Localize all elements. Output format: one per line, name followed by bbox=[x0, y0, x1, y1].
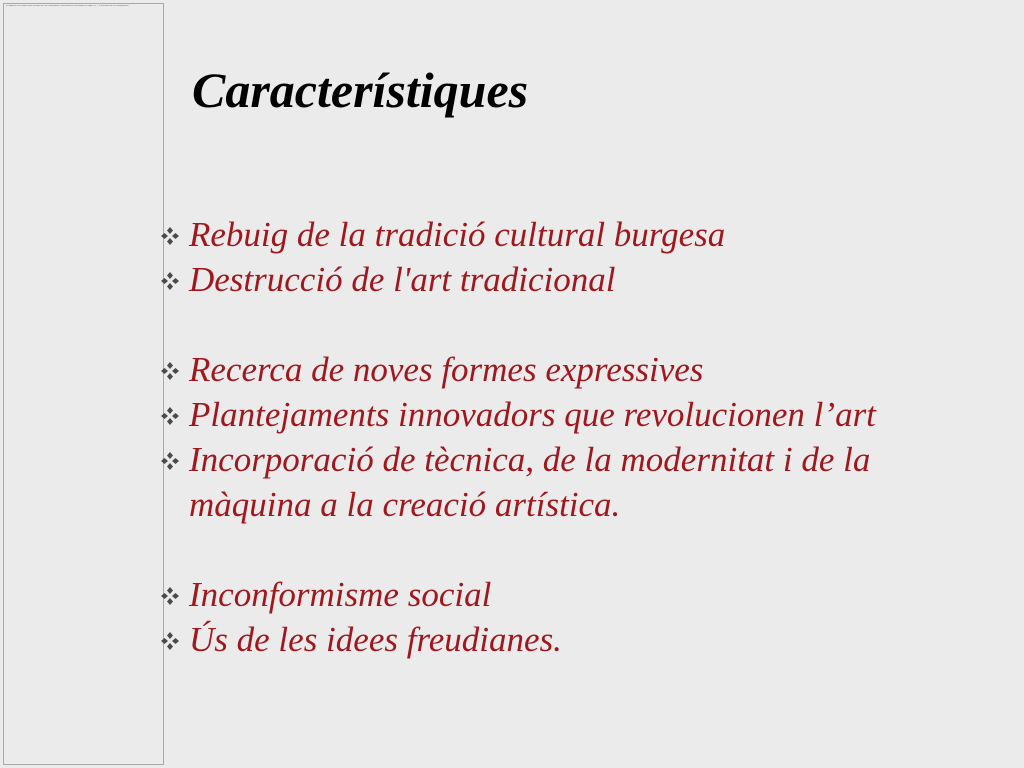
bullet-text: Recerca de noves formes expressives bbox=[189, 350, 704, 389]
bullet-text: Inconformisme social bbox=[189, 575, 492, 614]
slide-title: Característiques bbox=[192, 62, 529, 118]
four-diamond-icon bbox=[160, 586, 180, 606]
bullet-item bbox=[160, 212, 1020, 257]
four-diamond-icon bbox=[160, 226, 180, 246]
four-diamond-icon bbox=[160, 361, 180, 381]
side-panel bbox=[3, 3, 164, 765]
bullet-item bbox=[160, 617, 1020, 662]
four-diamond-icon bbox=[160, 271, 180, 291]
bullet-item bbox=[160, 437, 1020, 527]
four-diamond-icon bbox=[160, 406, 180, 426]
bullet-item bbox=[160, 257, 1020, 302]
four-diamond-icon bbox=[160, 631, 180, 651]
bullet-text: Ús de les idees freudianes. bbox=[189, 620, 562, 659]
bullet-item bbox=[160, 572, 1020, 617]
bullet-item bbox=[160, 347, 1020, 392]
bullet-text: Destrucció de l'art tradicional bbox=[189, 260, 616, 299]
bullet-text-continuation: màquina a la creació artística. bbox=[189, 485, 621, 524]
bullet-text: Plantejaments innovadors que revolucionen l’art bbox=[189, 395, 876, 434]
side-panel-caption: El segment és el conjunt dels elements de l'art contemporani. Manifestacions artístiques del segle XX — el moviment de les avantguardes. bbox=[6, 5, 129, 7]
bullet-item bbox=[160, 392, 1020, 437]
bullet-text: Incorporació de tècnica, de la modernitat i de la bbox=[189, 440, 871, 479]
bullet-text: Rebuig de la tradició cultural burgesa bbox=[189, 215, 726, 254]
four-diamond-icon bbox=[160, 451, 180, 471]
bullet-list bbox=[160, 212, 1020, 662]
